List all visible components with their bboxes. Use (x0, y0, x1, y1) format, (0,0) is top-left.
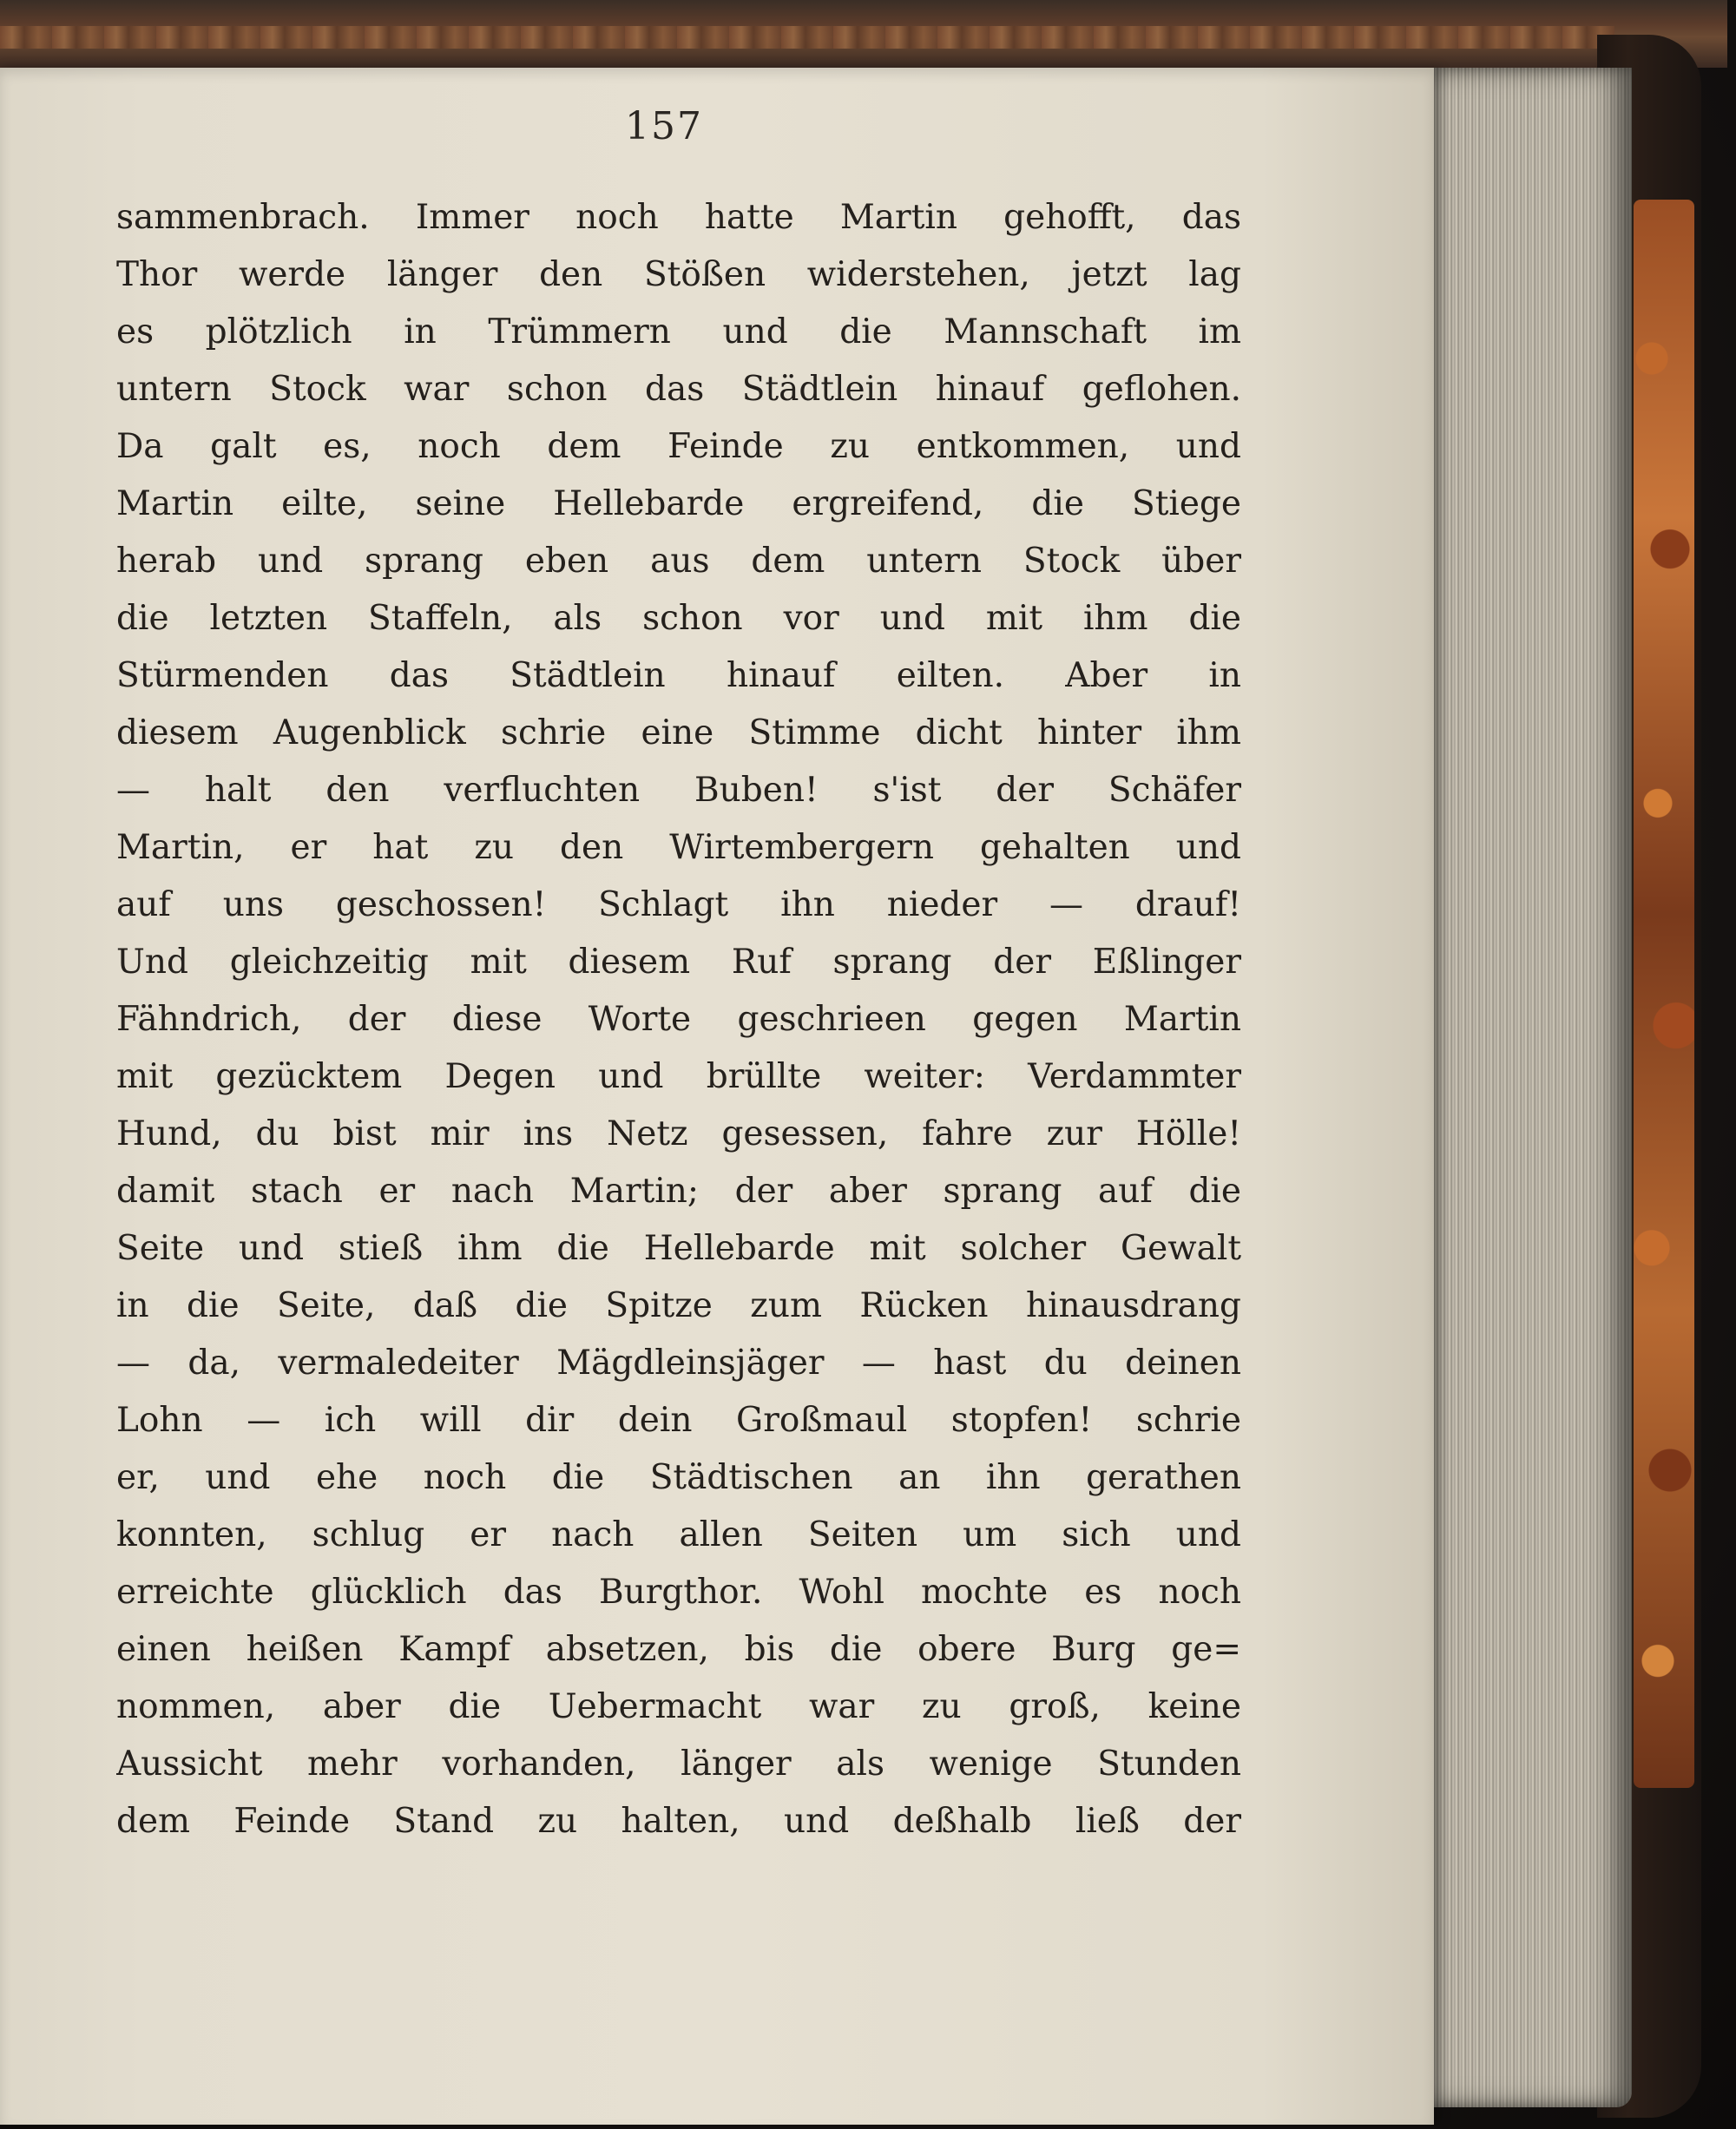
text-line: einen heißen Kampf absetzen, bis die obere Burg ge= (116, 1630, 1241, 1669)
text-line: Seite und stieß ihm die Hellebarde mit solcher Gewalt (116, 1229, 1241, 1268)
text-line: die letzten Staffeln, als schon vor und mit ihm die (116, 599, 1241, 638)
text-line: untern Stock war schon das Städtlein hinauf geflohen. (116, 370, 1241, 409)
marbled-board (1634, 200, 1694, 1788)
page-number: 157 (625, 104, 703, 148)
text-line: — da, vermaledeiter Mägdleinsjäger — hast du deinen (116, 1344, 1241, 1383)
text-line: konnten, schlug er nach allen Seiten um sich und (116, 1515, 1241, 1554)
text-line: in die Seite, daß die Spitze zum Rücken hinausdrang (116, 1286, 1241, 1325)
text-line: sammenbrach. Immer noch hatte Martin gehofft, das (116, 198, 1241, 237)
book-page (0, 68, 1434, 2125)
text-line: Hund, du bist mir ins Netz gesessen, fahre zur Hölle! (116, 1114, 1241, 1153)
text-line: mit gezücktem Degen und brüllte weiter: Verdammter (116, 1057, 1241, 1096)
text-line: erreichte glücklich das Burgthor. Wohl mochte es noch (116, 1573, 1241, 1612)
text-line: Fähndrich, der diese Worte geschrieen gegen Martin (116, 1000, 1241, 1039)
text-line: es plötzlich in Trümmern und die Mannschaft im (116, 312, 1241, 352)
text-line: Aussicht mehr vorhanden, länger als wenige Stunden (116, 1745, 1241, 1784)
text-line: damit stach er nach Martin; der aber sprang auf die (116, 1172, 1241, 1211)
text-line: er, und ehe noch die Städtischen an ihn gerathen (116, 1458, 1241, 1497)
text-line: — halt den verfluchten Buben! s'ist der Schäfer (116, 771, 1241, 810)
text-line: Martin, er hat zu den Wirtembergern gehalten und (116, 828, 1241, 867)
text-line: dem Feinde Stand zu halten, und deßhalb ließ der (116, 1802, 1241, 1841)
text-line: Stürmenden das Städtlein hinauf eilten. Aber in (116, 656, 1241, 695)
cover-marbled-band (0, 26, 1614, 49)
text-line: herab und sprang eben aus dem untern Stock über (116, 542, 1241, 581)
text-line: Martin eilte, seine Hellebarde ergreifend, die Stiege (116, 484, 1241, 523)
text-line: auf uns geschossen! Schlagt ihn nieder — drauf! (116, 885, 1241, 924)
page-edges (1430, 68, 1632, 2107)
body-text (116, 189, 1241, 1850)
text-line: Da galt es, noch dem Feinde zu entkommen, und (116, 427, 1241, 466)
text-line: nommen, aber die Uebermacht war zu groß, keine (116, 1687, 1241, 1726)
book-cover-top (0, 0, 1727, 68)
text-line: diesem Augenblick schrie eine Stimme dicht hinter ihm (116, 713, 1241, 752)
text-line: Thor werde länger den Stößen widerstehen, jetzt lag (116, 255, 1241, 294)
text-line: Und gleichzeitig mit diesem Ruf sprang der Eßlinger (116, 943, 1241, 982)
text-line: Lohn — ich will dir dein Großmaul stopfen! schrie (116, 1401, 1241, 1440)
